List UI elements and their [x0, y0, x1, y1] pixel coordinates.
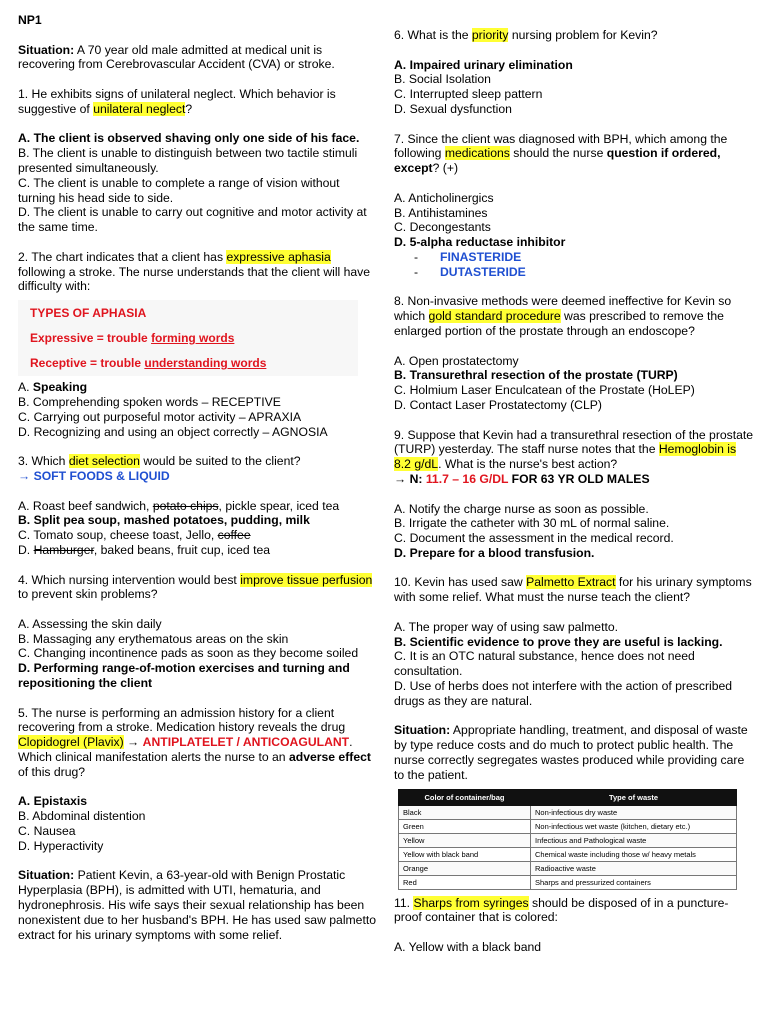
- table-row: [399, 875, 737, 889]
- question-9-choice-c: C. Document the assessment in the medical record.: [394, 531, 674, 546]
- aphasia-types-box: [18, 300, 358, 376]
- question-2-choice-d: D. Recognizing and using an object correctly – AGNOSIA: [18, 424, 328, 439]
- table-cell: Non-infectious dry waste: [531, 805, 737, 819]
- question-9-choice-b: B. Irrigate the catheter with 30 mL of normal saline.: [394, 516, 670, 531]
- page-title: NP1: [18, 13, 42, 27]
- question-9-answer: D. Prepare for a blood transfusion.: [394, 545, 595, 560]
- question-5-stem: 5. The nurse is performing an admission history for a client recovering from a stroke. Medication history reveals the drug Clopidogrel (Plavix) → ANTIPLATELET / ANTICOAGULANT. Which clinical manifestation alerts the nurse to an adverse effect of this drug?: [18, 705, 371, 779]
- question-10-choice-a: A. The proper way of using saw palmetto.: [394, 619, 619, 634]
- question-7-stem: 7. Since the client was diagnosed with BPH, which among the following medications should the nurse question if ordered, except? (+): [394, 131, 728, 176]
- table-cell: Infectious and Pathological waste: [531, 833, 737, 847]
- drug-item: - DUTASTERIDE: [414, 264, 526, 279]
- table-row: [399, 847, 737, 861]
- table-cell: Sharps and pressurized containers: [531, 875, 737, 889]
- question-11-stem: 11. Sharps from syringes should be disposed of in a puncture-proof container that is colored:: [394, 895, 729, 925]
- left-column: [18, 13, 376, 942]
- question-9-stem: 9. Suppose that Kevin had a transurethral resection of the prostate (TURP) yesterday. The staff nurse notes that the Hemoglobin is 8.2 g/dL. What is the nurse's best action?: [394, 427, 754, 472]
- table-cell: Orange: [399, 861, 531, 875]
- question-4-choice-c: C. Changing incontinence pads as soon as they become soiled: [18, 646, 359, 661]
- table-cell: Yellow: [399, 833, 531, 847]
- question-5-choice-c: C. Nausea: [18, 824, 76, 839]
- table-row: [399, 819, 737, 833]
- question-5-answer: A. Epistaxis: [18, 794, 88, 809]
- table-header: Type of waste: [531, 789, 737, 805]
- table-cell: Red: [399, 875, 531, 889]
- question-7-choice-a: A. Anticholinergics: [394, 190, 494, 205]
- question-6-choice-b: B. Social Isolation: [394, 72, 491, 87]
- table-cell: Non-infectious wet waste (kitchen, dietary etc.): [531, 819, 737, 833]
- question-3-choice-a: A. Roast beef sandwich, potato chips, pickle spear, iced tea: [18, 498, 340, 513]
- question-7-answer: D. 5-alpha reductase inhibitor: [394, 235, 566, 250]
- situation-3: Situation: Appropriate handling, treatment, and disposal of waste by type reduce costs and do much to protect public health. The nurse correctly segregates wastes produced while providing care to the patient.: [394, 723, 748, 782]
- question-11-choice-a: A. Yellow with a black band: [394, 940, 542, 955]
- question-2-choice-c: C. Carrying out purposeful motor activity – APRAXIA: [18, 409, 302, 424]
- situation-2: Situation: Patient Kevin, a 63-year-old with Benign Prostatic Hyperplasia (BPH), is admitted with UTI, hematuria, and hydronephrosis. His wife says their sexual relationship has been nonexistent due to her husband's BPH. He has used saw palmetto extract for his urinary symptoms with some relief.: [18, 868, 377, 942]
- question-8-choice-d: D. Contact Laser Prostatectomy (CLP): [394, 397, 602, 412]
- question-10-stem: 10. Kevin has used saw Palmetto Extract for his urinary symptoms with some relief. What must the nurse teach the client?: [394, 575, 752, 605]
- question-2-answer: A. Speaking: [18, 380, 88, 395]
- aphasia-box-title: TYPES OF APHASIA: [30, 306, 147, 321]
- question-3-choice-c: C. Tomato soup, cheese toast, Jello, coffee: [18, 528, 251, 543]
- question-6-stem: 6. What is the priority nursing problem for Kevin?: [394, 28, 658, 42]
- table-cell: Chemical waste including those w/ heavy metals: [531, 847, 737, 861]
- question-1-stem: 1. He exhibits signs of unilateral neglect. Which behavior is suggestive of unilateral neglect?: [18, 86, 336, 116]
- question-7-drug-list: [394, 250, 754, 280]
- table-header-row: [399, 789, 737, 805]
- right-column: [394, 28, 754, 955]
- question-8-choice-c: C. Holmium Laser Enculcatean of the Prostate (HoLEP): [394, 383, 695, 398]
- table-row: [399, 805, 737, 819]
- question-10-choice-d: D. Use of herbs does not interfere with the action of prescribed drugs as they are natural.: [394, 679, 733, 708]
- question-7-choice-b: B. Antihistamines: [394, 205, 488, 220]
- table-row: [399, 833, 737, 847]
- question-9-note: → N: 11.7 – 16 G/DL FOR 63 YR OLD MALES: [394, 471, 650, 486]
- question-7-choice-c: C. Decongestants: [394, 220, 491, 235]
- question-4-stem: 4. Which nursing intervention would best improve tissue perfusion to prevent skin problems?: [18, 572, 373, 602]
- table-cell: Yellow with black band: [399, 847, 531, 861]
- question-4-choice-a: A. Assessing the skin daily: [18, 616, 162, 631]
- question-10-answer: B. Scientific evidence to prove they are useful is lacking.: [394, 634, 723, 649]
- question-8-stem: 8. Non-invasive methods were deemed ineffective for Kevin so which gold standard procedure was prescribed to remove the enlarged portion of the prostate through an endoscope?: [394, 294, 732, 338]
- question-4-answer: D. Performing range-of-motion exercises and turning and repositioning the client: [18, 661, 350, 691]
- question-8-answer: B. Transurethral resection of the prostate (TURP): [394, 368, 678, 383]
- question-6-answer: A. Impaired urinary elimination: [394, 57, 573, 72]
- question-1-choice-b: B. The client is unable to distinguish between two tactile stimuli presented simultaneously.: [18, 146, 358, 175]
- aphasia-expressive: Expressive = trouble forming words: [30, 331, 235, 346]
- aphasia-receptive: Receptive = trouble understanding words: [30, 356, 267, 371]
- question-1-answer: A. The client is observed shaving only one side of his face.: [18, 131, 360, 146]
- question-4-choice-b: B. Massaging any erythematous areas on the skin: [18, 631, 289, 646]
- question-10-choice-c: C. It is an OTC natural substance, hence does not need consultation.: [394, 649, 695, 679]
- situation-1: Situation: A 70 year old male admitted at medical unit is recovering from Cerebrovascular Accident (CVA) or stroke.: [18, 42, 335, 72]
- drug-item: - FINASTERIDE: [414, 249, 522, 264]
- question-5-choice-b: B. Abdominal distention: [18, 809, 146, 824]
- table-cell: Black: [399, 805, 531, 819]
- question-3-answer: B. Split pea soup, mashed potatoes, pudding, milk: [18, 513, 310, 528]
- question-3-choice-d: D. Hamburger, baked beans, fruit cup, iced tea: [18, 542, 271, 557]
- question-3-note: → SOFT FOODS & LIQUID: [18, 468, 170, 483]
- table-header: Color of container/bag: [399, 789, 531, 805]
- table-cell: Radioactive waste: [531, 861, 737, 875]
- question-5-choice-d: D. Hyperactivity: [18, 838, 104, 853]
- question-2-choice-b: B. Comprehending spoken words – RECEPTIVE: [18, 394, 281, 409]
- question-9-choice-a: A. Notify the charge nurse as soon as possible.: [394, 501, 649, 516]
- question-1-choice-d: D. The client is unable to carry out cognitive and motor activity at the same time.: [18, 205, 367, 235]
- question-3-stem: 3. Which diet selection would be suited to the client?: [18, 454, 301, 469]
- table-cell: Green: [399, 819, 531, 833]
- waste-color-table: [398, 789, 737, 890]
- question-8-choice-a: A. Open prostatectomy: [394, 353, 519, 368]
- question-1-choice-c: C. The client is unable to complete a range of vision without turning his head side to side.: [18, 175, 340, 205]
- question-6-choice-d: D. Sexual dysfunction: [394, 101, 512, 116]
- question-2-stem: 2. The chart indicates that a client has expressive aphasia following a stroke. The nurse understands that the client will have difficulty with:: [18, 249, 371, 294]
- table-row: [399, 861, 737, 875]
- question-6-choice-c: C. Interrupted sleep pattern: [394, 87, 543, 102]
